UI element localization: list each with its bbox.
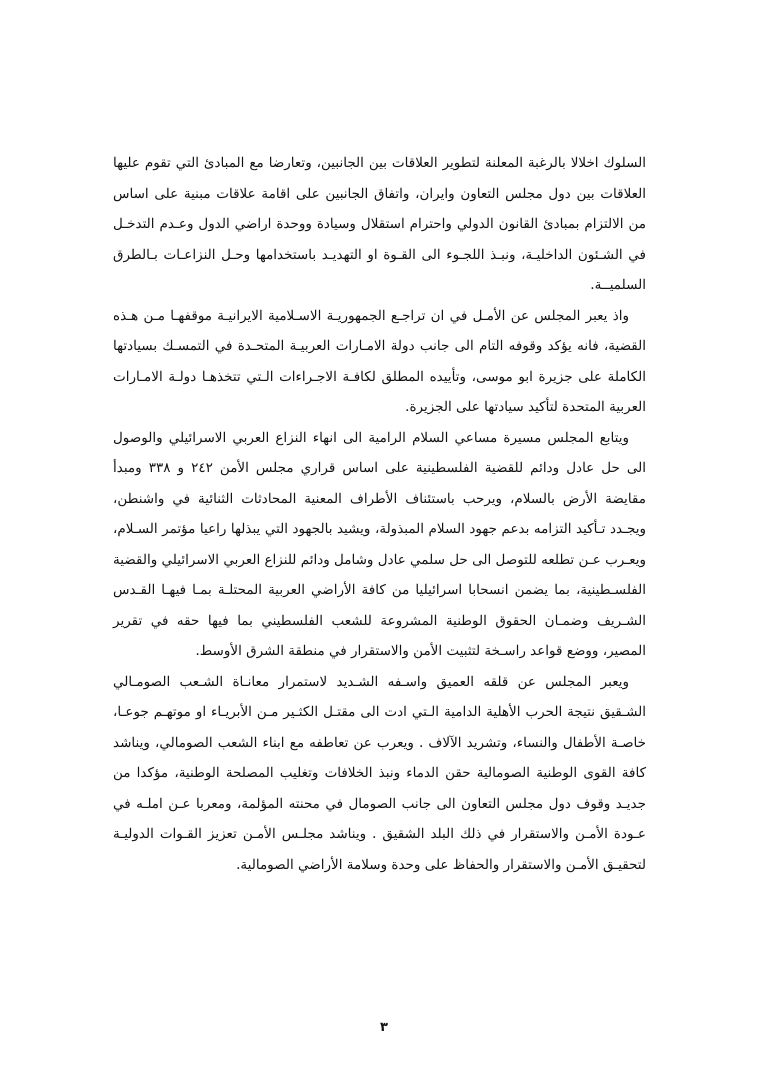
paragraph-gcc-iran-relations: السلوك اخلالا بالرغبة المعلنة لتطوير العلاقات بين الجانبين، وتعارضا مع المبادئ التي تقوم عليها العلاقات بين دول مجلس التعاون وايران، واتفاق الجانبين على اقامة علاقات مبنية على اساس من الالتزام بمبادئ القانون الدولي واحترام استقلال وسيادة ووحدة اراضي الدول وعـدم التدخـل في الشـئون الداخليـة، ونبـذ اللجـوء الى القـوة او التهديـد باستخدامها وحـل النزاعـات بـالطرق السلميــة. <box>113 155 646 293</box>
paragraph-middle-east-peace: ويتابع المجلس مسيرة مساعي السلام الرامية الى انهاء النزاع العربي الاسرائيلي والوصول الى حل عادل ودائم للقضية الفلسطينية على اساس قراري مجلس الأمن ٢٤٢ و ٣٣٨ ومبدأ مقايضة الأرض بالسلام، ويرحب باستئناف الأطراف المعنية المحادثات الثنائية في واشنطن، ويجـدد تـأكيد التزامه بدعم جهود السلام المبذولة، ويشيد بالجهود التي يبذلها راعيا مؤتمر السـلام، ويعـرب عـن تطلعه للتوصل الى حل سلمي عادل وشامل ودائم للنزاع العربي الاسرائيلي والقضية الفلسـطينية، بما يضمن انسحابا اسرائيليا من كافة الأراضي العربية المحتلـة بمـا فيهـا القـدس الشـريف وضمـان الحقوق الوطنية المشروعة للشعب الفلسطيني بما فيها حقه في تقرير المصير، ووضع قواعد راسـخة لتثبيت الأمن والاستقرار في منطقة الشرق الأوسط. <box>113 429 647 659</box>
page-number: ٣ <box>380 1020 388 1035</box>
paragraph-abu-musa-island: واذ يعبر المجلس عن الأمـل في ان تراجـع الجمهوريـة الاسـلامية الايرانيـة موقفهـا مـن هـذه القضية، فانه يؤكد وقوفه التام الى جانب دولة الامـارات العربيـة المتحـدة في التمسـك بسيادتها الكاملة على جزيرة ابو موسى، وتأييده المطلق لكافـة الاجـراءات الـتي تتخذهـا دولـة الامـارات العربية المتحدة لتأكيد سيادتها على الجزيرة. <box>113 307 646 415</box>
paragraph-somalia: ويعبر المجلس عن قلقه العميق واسـفه الشـديد لاستمرار معانـاة الشـعب الصومـالي الشـقيق نتيجة الحرب الأهلية الدامية الـتي ادت الى مقتـل الكثـير مـن الأبريـاء او موتهـم جوعـا، خاصـة الأطفال والنساء، وتشريد الآلاف . ويعرب عن تعاطفه مع ابناء الشعب الصومالي، ويناشد كافة القوى الوطنية الصومالية حقن الدماء ونبذ الخلافات وتغليب المصلحة الوطنية، مؤكدا من جديـد وقوف دول مجلس التعاون الى جانب الصومال في محنته المؤلمة، ومعربا عـن املـه في عـودة الأمـن والاستقرار في ذلك البلد الشقيق . ويناشد مجلـس الأمـن تعزيز القـوات الدوليـة لتحقيـق الأمـن والاستقرار والحفاظ على وحدة وسلامة الأراضي الصومالية. <box>113 673 646 873</box>
body-text <box>113 148 646 880</box>
